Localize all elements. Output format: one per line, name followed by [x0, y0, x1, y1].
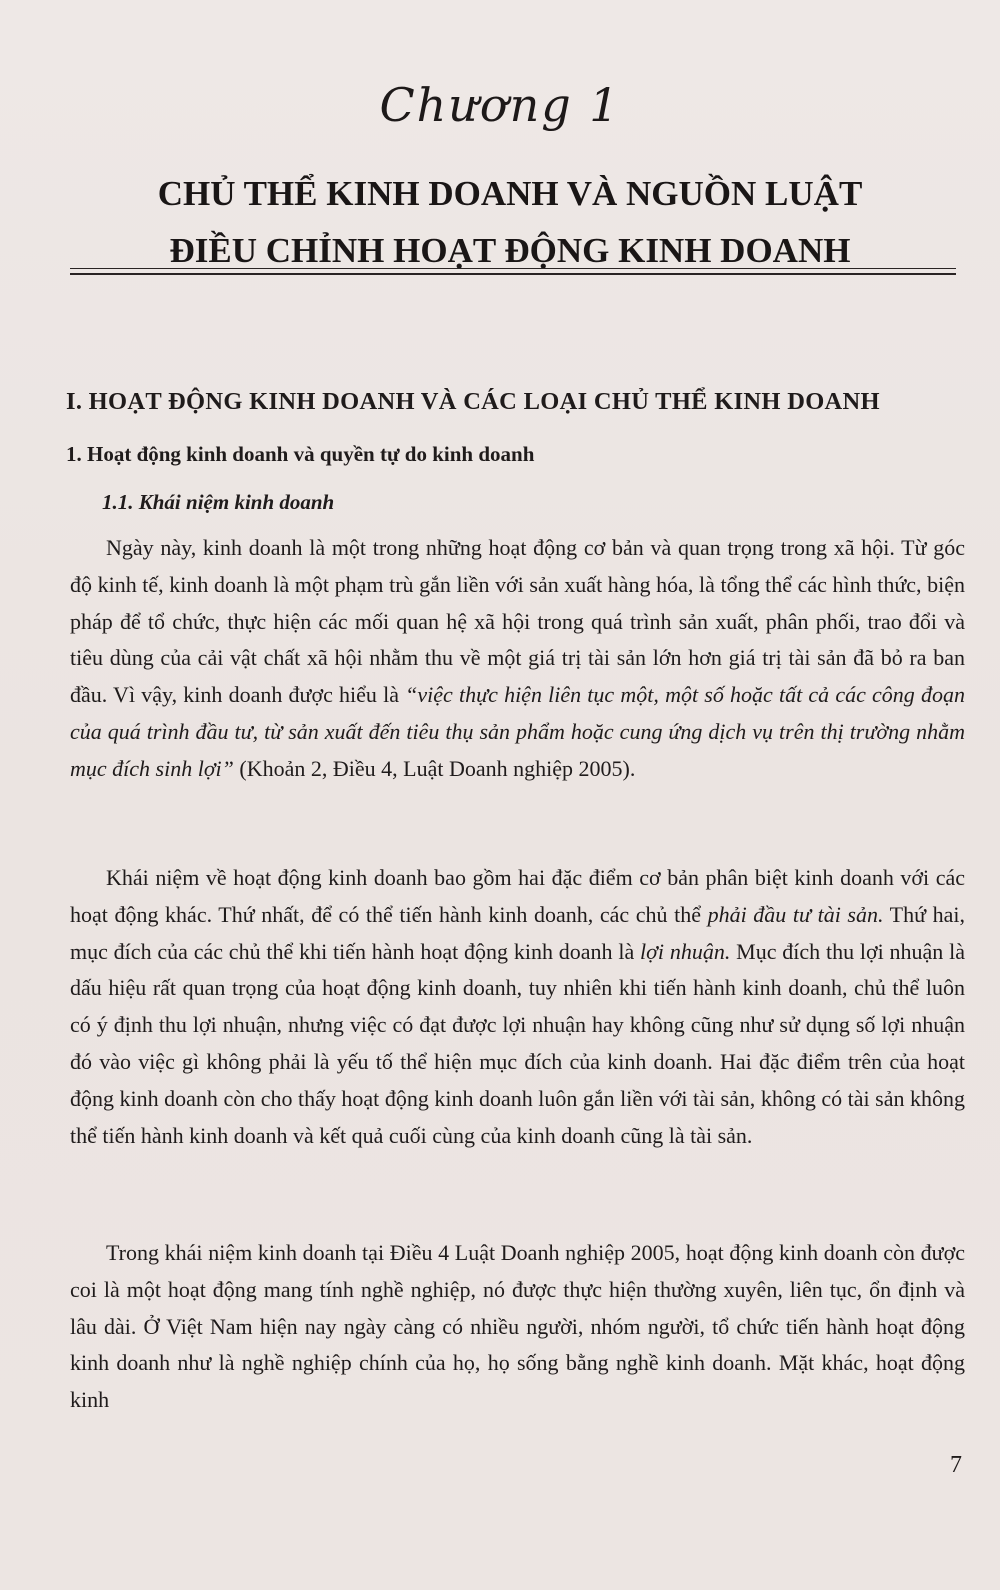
paragraph-1-text-b: (Khoản 2, Điều 4, Luật Doanh nghiệp 2005).	[233, 755, 636, 781]
chapter-title-line-1: CHỦ THỂ KINH DOANH VÀ NGUỒN LUẬT	[157, 174, 863, 213]
page-number: 7	[950, 1452, 962, 1478]
paragraph-1-quote: “việc thực hiện liên tục một, một số hoặc tất cả các công đoạn của quá trình đầu tư, từ sản xuất đến tiêu thụ sản phẩm hoặc cung ứng dịch vụ trên thị trường nhằm mục đích sinh lợi”	[70, 682, 965, 781]
chapter-title-line-2: ĐIỀU CHỈNH HOẠT ĐỘNG KINH DOANH	[169, 231, 851, 270]
paragraph-2-emphasis-2: lợi nhuận.	[640, 938, 731, 964]
paragraph-2	[70, 860, 965, 1154]
paragraph-2-text-c: Mục đích thu lợi nhuận là dấu hiệu rất quan trọng của hoạt động kinh doanh, tuy nhiên khi tiến hành kinh doanh, chủ thể luôn có ý định thu lợi nhuận, nhưng việc có đạt được lợi nhuận hay không cũng như sử dụng số lợi nhuận đó vào việc gì không phải là yếu tố thể hiện mục đích của kinh doanh. Hai đặc điểm trên của hoạt động kinh doanh còn cho thấy hoạt động kinh doanh luôn gắn liền với tài sản, không có tài sản không thể tiến hành kinh doanh và kết quả cuối cùng của kinh doanh cũng là tài sản.	[70, 938, 965, 1148]
subsubsection-heading: 1.1. Khái niệm kinh doanh	[102, 490, 335, 514]
paragraph-2-text-b: Thứ hai, mục đích của các chủ thể khi tiến hành hoạt động kinh doanh là	[70, 901, 965, 964]
chapter-label: Chương 1	[379, 78, 621, 132]
paragraph-3: Trong khái niệm kinh doanh tại Điều 4 Luật Doanh nghiệp 2005, hoạt động kinh doanh còn được coi là một hoạt động mang tính nghề nghiệp, nó được thực hiện thường xuyên, liên tục, ổn định và lâu dài. Ở Việt Nam hiện nay ngày càng có nhiều người, nhóm người, tổ chức tiến hành hoạt động kinh doanh như là nghề nghiệp chính của họ, họ sống bằng nghề kinh doanh. Mặt khác, hoạt động kinh	[70, 1240, 965, 1413]
title-divider-thick	[70, 273, 956, 275]
title-divider-thin	[70, 268, 956, 269]
paragraph-2-emphasis-1: phải đầu tư tài sản.	[707, 901, 884, 927]
section-heading: I. HOẠT ĐỘNG KINH DOANH VÀ CÁC LOẠI CHỦ THỂ KINH DOANH	[66, 388, 880, 415]
paragraph-1-text-a: Ngày này, kinh doanh là một trong những hoạt động cơ bản và quan trọng trong xã hội. Từ góc độ kinh tế, kinh doanh là một phạm trù gắn liền với sản xuất hàng hóa, là tổng thể các hình thức, biện pháp để tổ chức, thực hiện các mối quan hệ xã hội trong quá trình sản xuất, phân phối, trao đổi và tiêu dùng của cải vật chất xã hội nhằm thu về một giá trị tài sản lớn hơn giá trị tài sản đã bỏ ra ban đầu. Vì vậy, kinh doanh được hiểu là	[70, 535, 965, 708]
paragraph-1	[70, 530, 965, 788]
paragraph-2-text-a: Khái niệm về hoạt động kinh doanh bao gồm hai đặc điểm cơ bản phân biệt kinh doanh với các hoạt động khác. Thứ nhất, để có thể tiến hành kinh doanh, các chủ thể	[70, 865, 965, 927]
subsection-heading: 1. Hoạt động kinh doanh và quyền tự do kinh doanh	[66, 442, 535, 466]
